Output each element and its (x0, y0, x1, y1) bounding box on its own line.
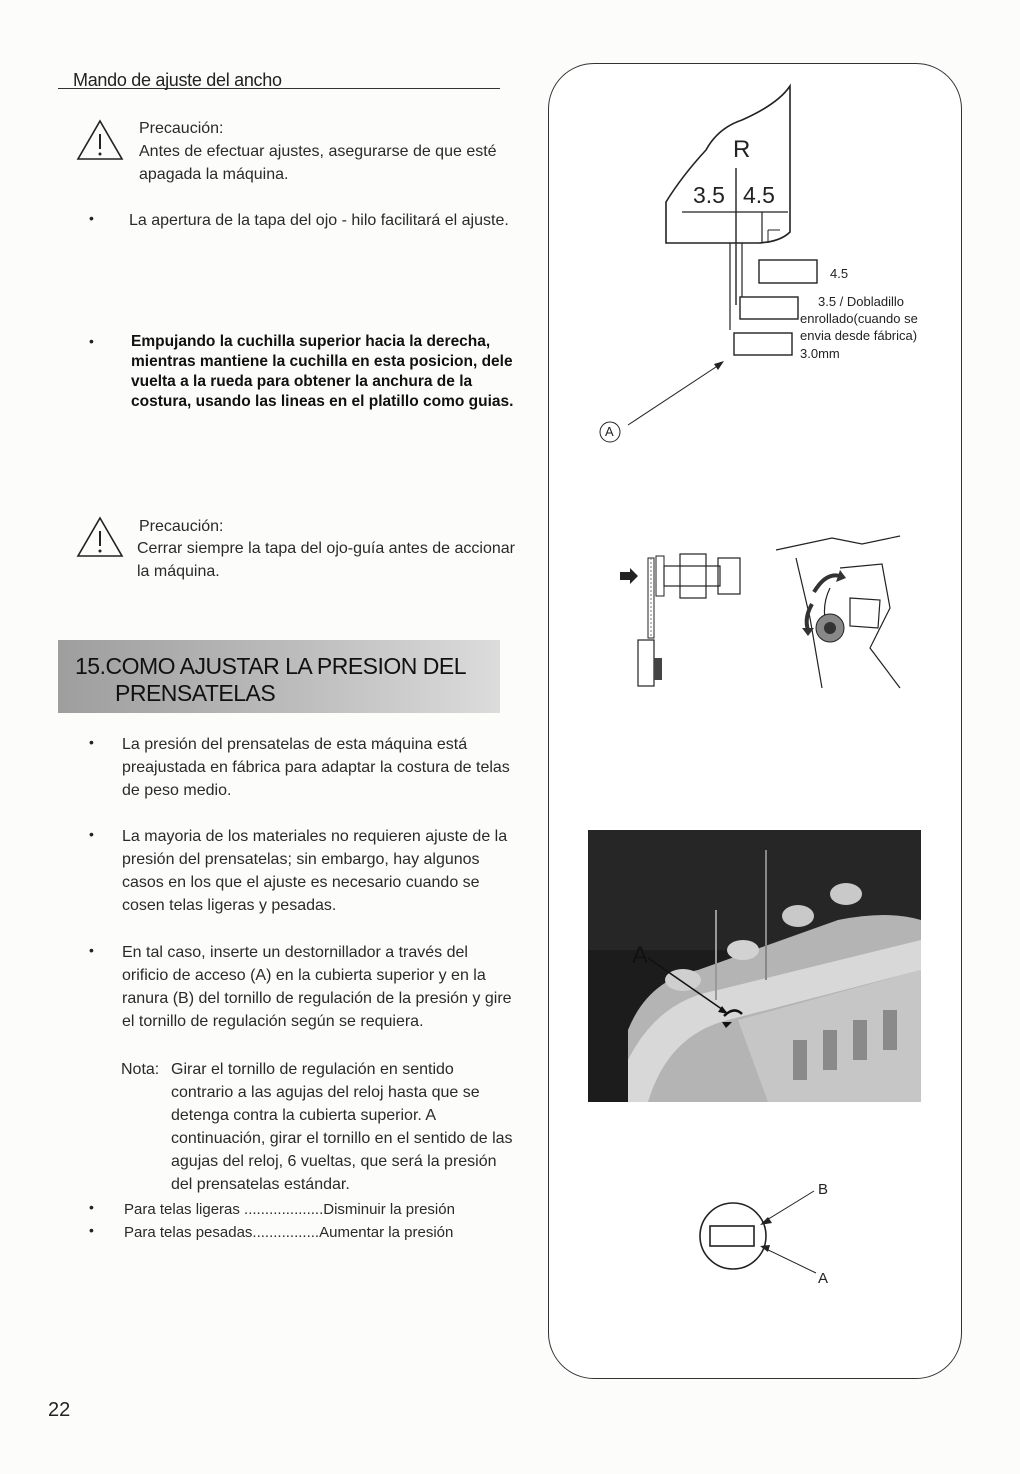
section-15-title (58, 640, 500, 713)
bullet-knife: Empujando la cuchilla superior hacia la derecha, mientras mantiene la cuchilla en esta posicion, dele vuelta a la rueda para obtener la anchura de la costura, usando las lineas en el platillo como guias. (131, 333, 514, 410)
bullet-dot: • (89, 1222, 94, 1238)
knife-adjust-diagram (600, 528, 930, 698)
section-15-title-line1: 15.COMO AJUSTAR LA PRESION DEL (75, 653, 467, 679)
marker-a: A (605, 424, 614, 439)
page-number: 22 (48, 1399, 71, 1421)
caution2-body: Cerrar siempre la tapa del ojo-guía antes de accionar la máquina. (137, 540, 515, 580)
section-15-title-line2: PRENSATELAS (115, 680, 276, 706)
screw-label-a: A (818, 1270, 829, 1287)
label-35-line2: enrollado(cuando se (800, 311, 918, 326)
light-fabrics: Para telas ligeras ...................Disminuir la presión (124, 1201, 455, 1218)
caution1-title: Precaución: (139, 120, 224, 137)
bullet-dot: • (89, 210, 94, 226)
note-body: Girar el tornillo de regulación en sentido contrario a las agujas del reloj hasta que se detenga contra la cubierta superior. A continuación, girar el tornillo en el sentido de las agujas del reloj, 6 vueltas, que será la presión del prensatelas estándar. (171, 1061, 513, 1193)
subsection-title: Mando de ajuste del ancho (73, 70, 282, 90)
label-35-line1: 3.5 / Dobladillo (818, 294, 904, 309)
warning-icon (76, 119, 124, 161)
label-35-line3: envia desde fábrica) (800, 328, 918, 343)
bullet-eye-cover: La apertura de la tapa del ojo - hilo facilitará el ajuste. (129, 212, 509, 229)
dial-letter-r: R (733, 136, 751, 163)
photo-label-a: A (632, 942, 649, 969)
caution2-title: Precaución: (139, 518, 224, 535)
pressure-bullet-3: En tal caso, inserte un destornillador a través del orificio de acceso (A) en la cubierta superior y en la ranura (B) del tornillo de regulación de la presión y gire el tornillo de regulación según se requiera. (122, 944, 512, 1030)
bullet-dot: • (89, 826, 94, 842)
note-label: Nota: (121, 1061, 160, 1078)
caution1-body: Antes de efectuar ajustes, asegurarse de que esté apagada la máquina. (139, 143, 497, 183)
label-45: 4.5 (830, 266, 849, 281)
pressure-bullet-2: La mayoria de los materiales no requieren ajuste de la presión del prensatelas; sin embargo, hay algunos casos en los que el ajuste es necesario cuando se cosen telas ligeras y pesadas. (122, 828, 508, 914)
warning-icon (76, 516, 124, 558)
screw-label-b: B (818, 1181, 829, 1198)
bullet-dot: • (89, 333, 94, 349)
bullet-dot: • (89, 1199, 94, 1215)
bullet-dot: • (89, 942, 94, 958)
machine-photo (588, 830, 921, 1102)
width-dial-diagram (590, 80, 950, 460)
label-30mm: 3.0mm (800, 346, 840, 361)
heavy-fabrics: Para telas pesadas................Aumentar la presión (124, 1224, 454, 1241)
dial-scale-45: 4.5 (743, 182, 775, 208)
bullet-dot: • (89, 734, 94, 750)
pressure-bullet-1: La presión del prensatelas de esta máquina está preajustada en fábrica para adaptar la costura de telas de peso medio. (122, 736, 510, 799)
dial-scale-35: 3.5 (693, 182, 725, 208)
